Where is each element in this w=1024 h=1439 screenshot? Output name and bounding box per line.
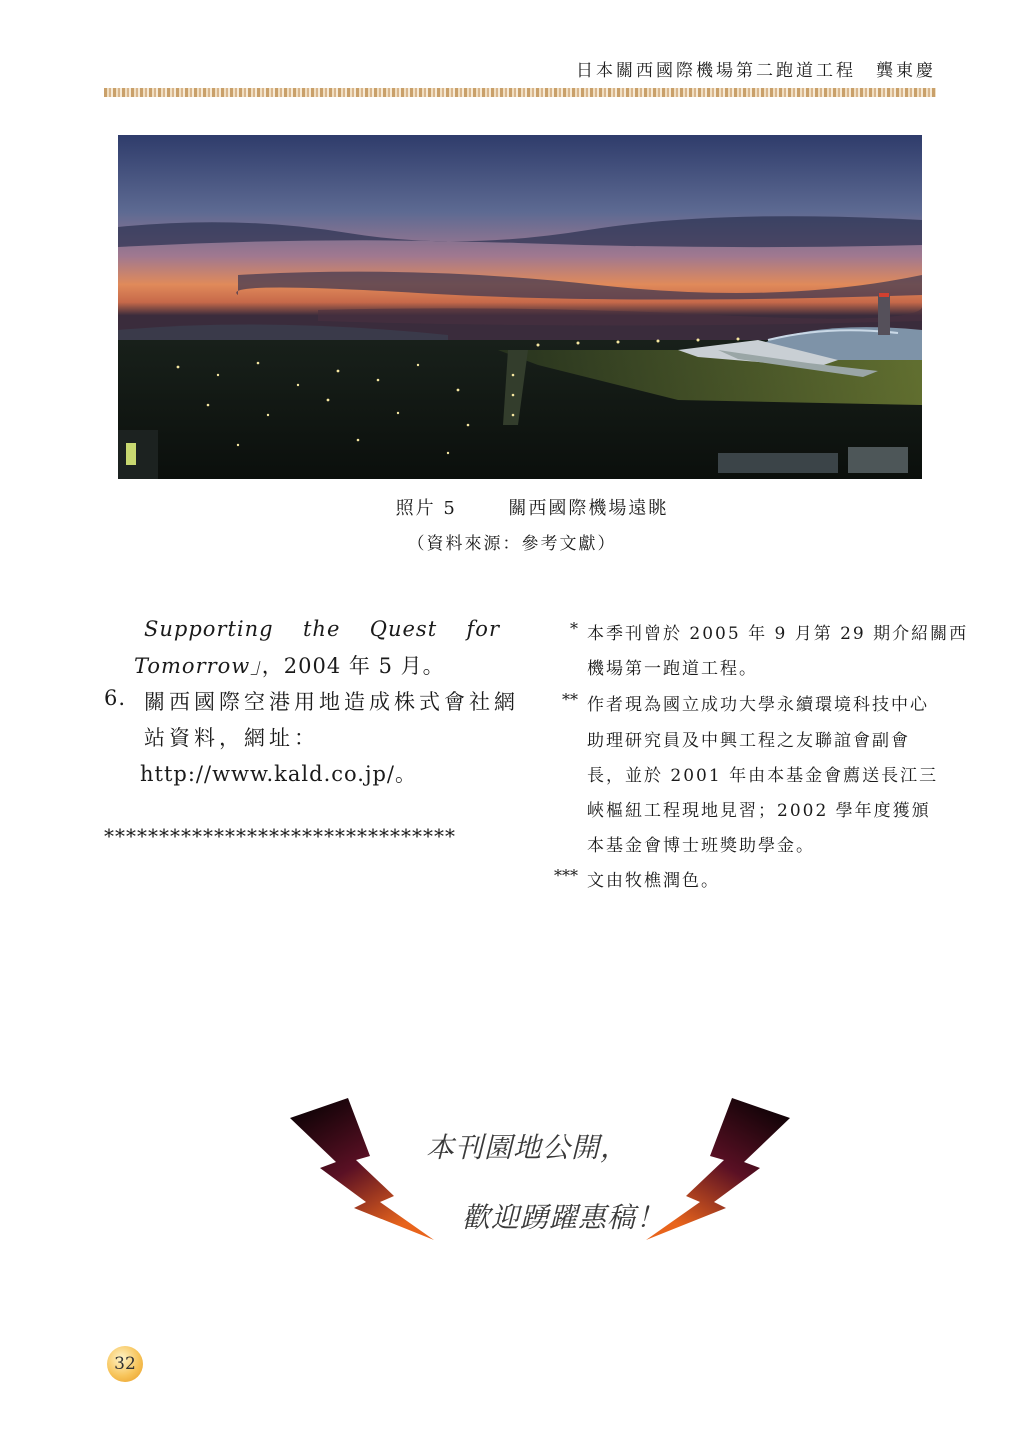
footnote-line: 本季刊曾於 2005 年 9 月第 29 期介紹關西 <box>587 624 969 644</box>
announcement-line1: 本刊園地公開， <box>426 1131 630 1164</box>
footnote-line: 長，並於 2001 年由本基金會薦送長江三 <box>587 766 939 786</box>
reference-6-number: 6. <box>104 686 127 710</box>
footnote-mark: *** <box>554 866 578 885</box>
ref-word: for <box>466 617 500 641</box>
reference-6-url: http://www.kald.co.jp/。 <box>140 762 417 786</box>
ref-word: the <box>302 617 341 641</box>
airport-night-photo <box>118 135 922 479</box>
ref-date: ，2004 年 5 月。 <box>261 654 445 678</box>
asterisk-divider: ******************************** <box>104 824 456 848</box>
reference-6-line2: 站資料，網址： <box>144 726 319 750</box>
footnote-mark: * <box>570 619 578 638</box>
footnote-mark: ** <box>562 690 578 709</box>
photo-source: （資料來源：參考文獻） <box>407 534 617 554</box>
ref-word: Supporting <box>144 617 274 641</box>
reference-6-line1: 關西國際空港用地造成株式會社網 <box>144 690 519 714</box>
running-header: 日本關西國際機場第二跑道工程 龔東慶 <box>576 61 936 81</box>
footnote-line: 文由牧樵潤色。 <box>587 871 720 891</box>
caption-label: 照片 5 <box>395 498 457 519</box>
ref-title-end: Tomorrow」 <box>134 654 262 678</box>
footnote-line: 本基金會博士班獎助學金。 <box>587 836 815 856</box>
announcement-line2: 歡迎踴躍惠稿！ <box>462 1201 666 1234</box>
page-number: 32 <box>107 1346 143 1382</box>
caption-title: 關西國際機場遠眺 <box>508 498 669 519</box>
footnote-line: 作者現為國立成功大學永續環境科技中心 <box>587 695 929 715</box>
footnote-line: 峽樞紐工程現地見習；2002 學年度獲頒 <box>587 801 931 821</box>
footnote-line: 助理研究員及中興工程之友聯誼會副會 <box>587 731 910 751</box>
footnote-line: 機場第一跑道工程。 <box>587 659 758 679</box>
reference-continuation-line1 <box>144 617 500 641</box>
reference-continuation-line2 <box>134 650 445 680</box>
lightning-bolt-left-icon <box>290 1098 440 1240</box>
photo-caption <box>20 494 1024 520</box>
header-divider <box>104 88 936 97</box>
ref-word: Quest <box>369 617 438 641</box>
